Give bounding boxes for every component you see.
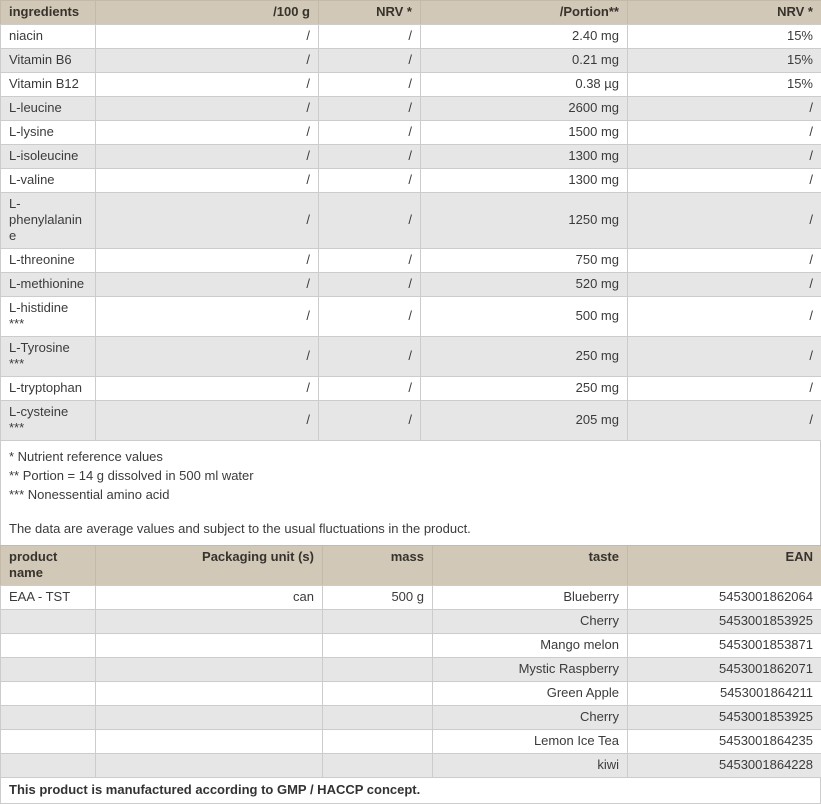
cell-product-name: EAA - TST	[1, 586, 96, 610]
cell-per-portion: 205 mg	[421, 401, 628, 441]
column-header-ingredients: ingredients	[1, 1, 96, 25]
table-row	[1, 169, 821, 193]
cell-per-portion: 520 mg	[421, 273, 628, 297]
table-row	[1, 610, 821, 634]
cell-ean: 5453001862064	[628, 586, 821, 610]
average-values-note: The data are average values and subject to the usual fluctuations in the product.	[9, 519, 812, 538]
cell-nrv-portion: /	[628, 121, 821, 145]
cell-mass	[323, 634, 433, 658]
cell-ean: 5453001864235	[628, 730, 821, 754]
cell-nrv-100g: /	[319, 249, 421, 273]
cell-product-name	[1, 730, 96, 754]
cell-nrv-100g: /	[319, 273, 421, 297]
table-row	[1, 145, 821, 169]
cell-nrv-100g: /	[319, 193, 421, 249]
table-row	[1, 273, 821, 297]
table-row	[1, 249, 821, 273]
table-row	[1, 682, 821, 706]
cell-per-100g: /	[96, 193, 319, 249]
cell-per-portion: 1300 mg	[421, 145, 628, 169]
cell-nrv-portion: /	[628, 297, 821, 337]
cell-per-100g: /	[96, 249, 319, 273]
cell-per-portion: 500 mg	[421, 297, 628, 337]
table-row	[1, 706, 821, 730]
cell-nrv-portion: /	[628, 145, 821, 169]
cell-nrv-portion: /	[628, 97, 821, 121]
header-row	[1, 1, 821, 25]
cell-ingredient: Vitamin B12	[1, 73, 96, 97]
cell-nrv-portion: /	[628, 249, 821, 273]
cell-mass	[323, 682, 433, 706]
cell-nrv-100g: /	[319, 337, 421, 377]
gmp-haccp-statement: This product is manufactured according to GMP / HACCP concept.	[0, 778, 821, 804]
column-header-packaging-unit: Packaging unit (s)	[96, 546, 323, 586]
cell-per-portion: 250 mg	[421, 377, 628, 401]
cell-per-100g: /	[96, 73, 319, 97]
cell-packaging-unit	[96, 682, 323, 706]
cell-nrv-portion: 15%	[628, 73, 821, 97]
cell-ean: 5453001864211	[628, 682, 821, 706]
cell-ingredient: L-isoleucine	[1, 145, 96, 169]
table-row	[1, 73, 821, 97]
cell-mass	[323, 730, 433, 754]
product-table-header	[1, 546, 821, 586]
cell-nrv-portion: /	[628, 193, 821, 249]
cell-taste: Green Apple	[433, 682, 628, 706]
cell-per-100g: /	[96, 401, 319, 441]
cell-per-portion: 0.21 mg	[421, 49, 628, 73]
cell-taste: Mystic Raspberry	[433, 658, 628, 682]
cell-packaging-unit	[96, 634, 323, 658]
cell-per-portion: 0.38 µg	[421, 73, 628, 97]
table-row	[1, 25, 821, 49]
column-header-nrv-portion: NRV *	[628, 1, 821, 25]
cell-nrv-portion: /	[628, 377, 821, 401]
footnote-nonessential: *** Nonessential amino acid	[9, 485, 812, 504]
column-header-per-portion: /Portion**	[421, 1, 628, 25]
table-row	[1, 401, 821, 441]
cell-per-100g: /	[96, 145, 319, 169]
cell-packaging-unit	[96, 658, 323, 682]
cell-per-100g: /	[96, 121, 319, 145]
table-row	[1, 658, 821, 682]
cell-per-100g: /	[96, 337, 319, 377]
cell-nrv-portion: /	[628, 337, 821, 377]
table-row	[1, 297, 821, 337]
cell-ean: 5453001862071	[628, 658, 821, 682]
cell-nrv-100g: /	[319, 297, 421, 337]
table-row	[1, 586, 821, 610]
cell-mass	[323, 706, 433, 730]
cell-ingredient: L-methionine	[1, 273, 96, 297]
product-table-body	[1, 586, 821, 778]
cell-nrv-100g: /	[319, 73, 421, 97]
table-row	[1, 754, 821, 778]
cell-product-name	[1, 754, 96, 778]
cell-packaging-unit	[96, 610, 323, 634]
cell-per-portion: 250 mg	[421, 337, 628, 377]
column-header-per-100g: /100 g	[96, 1, 319, 25]
cell-per-portion: 1300 mg	[421, 169, 628, 193]
cell-per-100g: /	[96, 49, 319, 73]
cell-ingredient: L-threonine	[1, 249, 96, 273]
footnotes-block	[0, 441, 821, 545]
cell-taste: Cherry	[433, 610, 628, 634]
cell-ingredient: L-valine	[1, 169, 96, 193]
cell-ingredient: Vitamin B6	[1, 49, 96, 73]
cell-mass	[323, 658, 433, 682]
table-row	[1, 634, 821, 658]
cell-product-name	[1, 706, 96, 730]
cell-nrv-portion: /	[628, 401, 821, 441]
cell-packaging-unit	[96, 754, 323, 778]
cell-nrv-100g: /	[319, 49, 421, 73]
cell-product-name	[1, 610, 96, 634]
cell-ingredient: L-histidine ***	[1, 297, 96, 337]
table-row	[1, 49, 821, 73]
cell-per-100g: /	[96, 297, 319, 337]
cell-per-100g: /	[96, 25, 319, 49]
table-row	[1, 337, 821, 377]
cell-nrv-portion: /	[628, 169, 821, 193]
cell-ean: 5453001853925	[628, 706, 821, 730]
cell-taste: Lemon Ice Tea	[433, 730, 628, 754]
nutrition-table-body	[1, 25, 821, 441]
cell-ingredient: L-leucine	[1, 97, 96, 121]
cell-taste: kiwi	[433, 754, 628, 778]
cell-nrv-100g: /	[319, 145, 421, 169]
cell-ingredient: L-cysteine ***	[1, 401, 96, 441]
cell-per-portion: 750 mg	[421, 249, 628, 273]
column-header-ean: EAN	[628, 546, 821, 586]
cell-ean: 5453001864228	[628, 754, 821, 778]
cell-mass	[323, 610, 433, 634]
cell-nrv-100g: /	[319, 25, 421, 49]
cell-nrv-portion: /	[628, 273, 821, 297]
cell-ean: 5453001853925	[628, 610, 821, 634]
cell-nrv-100g: /	[319, 169, 421, 193]
cell-nrv-100g: /	[319, 377, 421, 401]
product-table	[0, 545, 821, 778]
cell-ean: 5453001853871	[628, 634, 821, 658]
cell-mass: 500 g	[323, 586, 433, 610]
table-row	[1, 193, 821, 249]
column-header-taste: taste	[433, 546, 628, 586]
nutrition-table-header	[1, 1, 821, 25]
cell-per-100g: /	[96, 169, 319, 193]
table-row	[1, 121, 821, 145]
cell-per-portion: 1500 mg	[421, 121, 628, 145]
footnote-portion: ** Portion = 14 g dissolved in 500 ml water	[9, 466, 812, 485]
cell-packaging-unit	[96, 730, 323, 754]
cell-ingredient: L-Tyrosine ***	[1, 337, 96, 377]
cell-taste: Blueberry	[433, 586, 628, 610]
cell-nrv-100g: /	[319, 401, 421, 441]
cell-per-100g: /	[96, 273, 319, 297]
column-header-product-name: product name	[1, 546, 96, 586]
cell-taste: Cherry	[433, 706, 628, 730]
table-row	[1, 97, 821, 121]
cell-nrv-portion: 15%	[628, 25, 821, 49]
table-row	[1, 730, 821, 754]
footnote-nrv: * Nutrient reference values	[9, 447, 812, 466]
cell-packaging-unit	[96, 706, 323, 730]
header-row	[1, 546, 821, 586]
cell-product-name	[1, 658, 96, 682]
cell-ingredient: L-lysine	[1, 121, 96, 145]
cell-per-100g: /	[96, 97, 319, 121]
column-header-mass: mass	[323, 546, 433, 586]
cell-product-name	[1, 682, 96, 706]
cell-per-portion: 1250 mg	[421, 193, 628, 249]
cell-product-name	[1, 634, 96, 658]
cell-ingredient: niacin	[1, 25, 96, 49]
cell-packaging-unit: can	[96, 586, 323, 610]
cell-per-100g: /	[96, 377, 319, 401]
cell-ingredient: L-tryptophan	[1, 377, 96, 401]
cell-per-portion: 2.40 mg	[421, 25, 628, 49]
table-row	[1, 377, 821, 401]
cell-nrv-portion: 15%	[628, 49, 821, 73]
column-header-nrv-100g: NRV *	[319, 1, 421, 25]
cell-nrv-100g: /	[319, 97, 421, 121]
cell-taste: Mango melon	[433, 634, 628, 658]
cell-mass	[323, 754, 433, 778]
cell-ingredient: L-phenylalanine	[1, 193, 96, 249]
cell-nrv-100g: /	[319, 121, 421, 145]
cell-per-portion: 2600 mg	[421, 97, 628, 121]
